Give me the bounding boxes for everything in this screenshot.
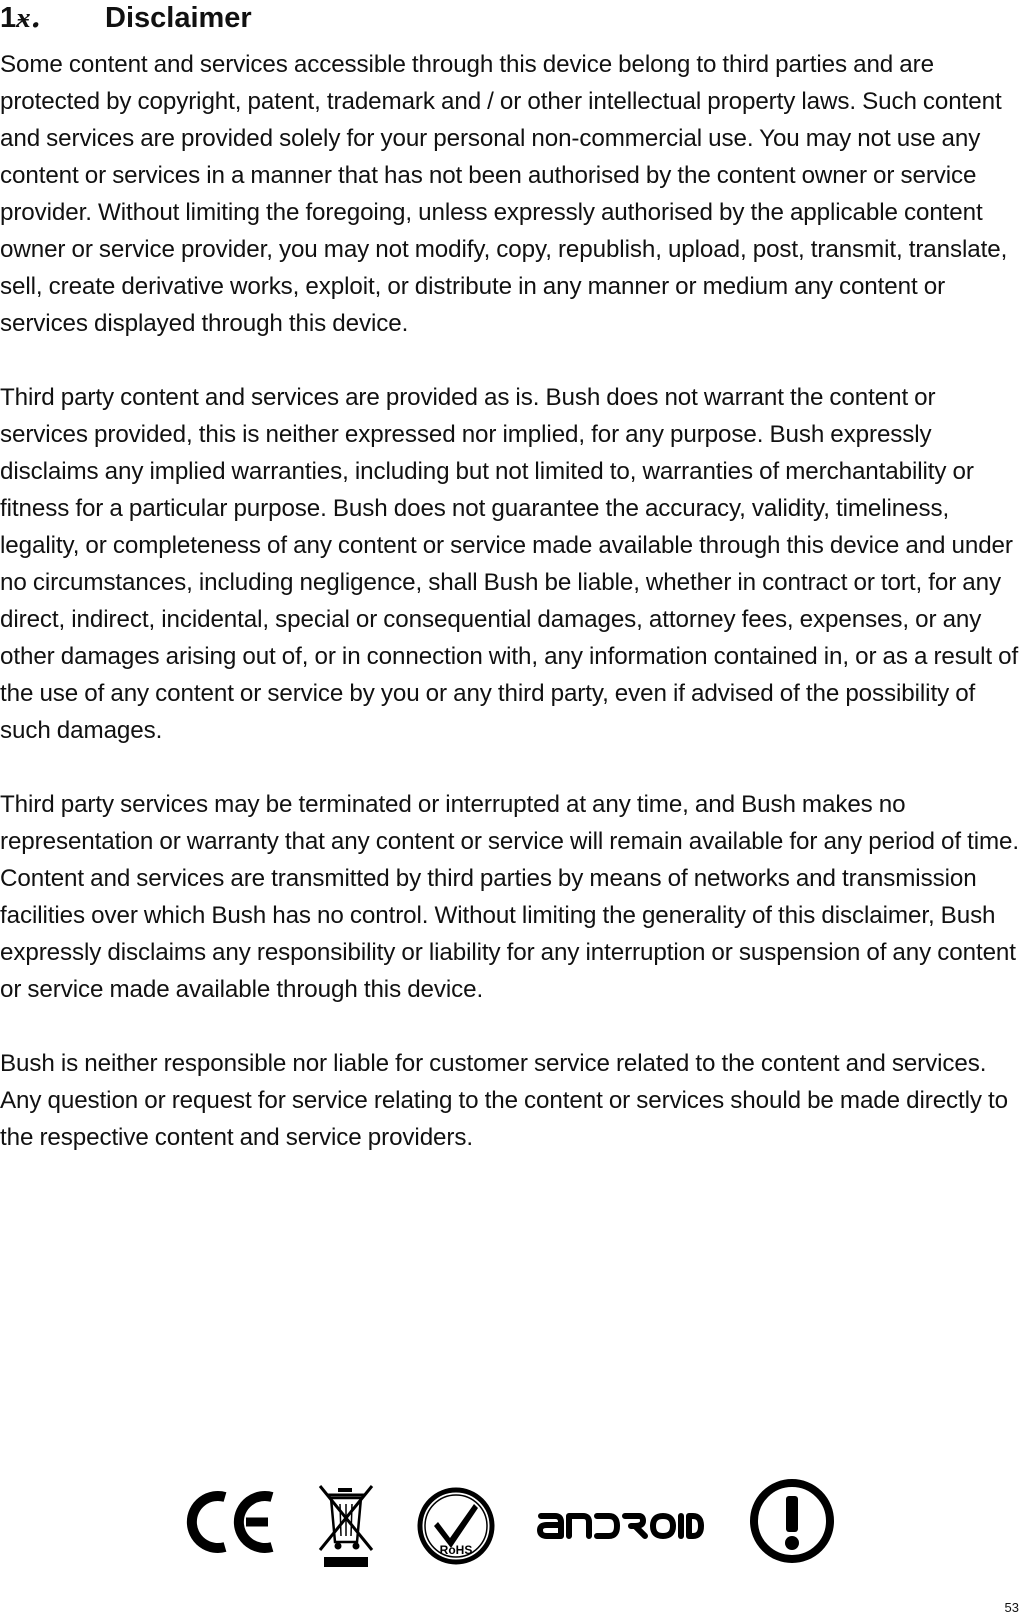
disclaimer-body: [0, 46, 1027, 1193]
section-title: Disclaimer: [105, 2, 252, 34]
certification-logos: [0, 1476, 1029, 1572]
paragraph: Third party content and services are provided as is. Bush does not warrant the content or services provided, this is neither expressed nor implied, for any purpose. Bush expressly disclaims any implied warranties, including but not limited to, warranties of merchantability or fitness for a particular purpose. Bush does not guarantee the accuracy, validity, timeliness, legality, or completeness of any content or service made available through this device and under no circumstances, including negligence, shall Bush be liable, whether in contract or tort, for any direct, indirect, incidental, special or consequential damages, attorney fees, expenses, or any other damages arising out of, or in connection with, any information contained in, or as a result of the use of any content or service by you or any third party, even if advised of the possibility of such damages.: [0, 384, 1019, 744]
section-heading: [0, 0, 252, 34]
page-number: 53: [1004, 1600, 1019, 1615]
svg-text:RoHS: RoHS: [439, 1543, 473, 1557]
rohs-check-icon: [416, 1486, 496, 1566]
warning-exclamation-icon: [749, 1478, 835, 1564]
paragraph: Bush is neither responsible nor liable for customer service related to the content and services. Any question or request for service relating to the content or services should be made directly to the respective content and service providers.: [0, 1050, 1009, 1151]
paragraph: Some content and services accessible through this device belong to third parties and are protected by copyright, patent, trademark and / or other intellectual property laws. Such content and services are provided solely for your personal non-commercial use. You may not use any content or services in a manner that has not been authorised by the content owner or service provider. Without limiting the foregoing, unless expressly authorised by the applicable content owner or service provider, you may not modify, copy, republish, upload, post, transmit, translate, sell, create derivative works, exploit, or distribute in any manner or medium any content or services displayed through this device.: [0, 51, 1008, 337]
android-logo-icon: [535, 1504, 705, 1544]
paragraph: Third party services may be terminated or interrupted at any time, and Bush makes no representation or warranty that any content or service will remain available for any period of time. Content and services are transmitted by third parties by means of networks and transmission facilities over which Bush has no control. Without limiting the generality of this disclaimer, Bush expressly disclaims any responsibility or liability for any interruption or suspension of any content or service made available through this device.: [0, 791, 1020, 1003]
weee-bin-icon: [316, 1480, 376, 1570]
section-number: 1ӿ.: [0, 0, 41, 34]
ce-mark-icon: [186, 1490, 276, 1554]
